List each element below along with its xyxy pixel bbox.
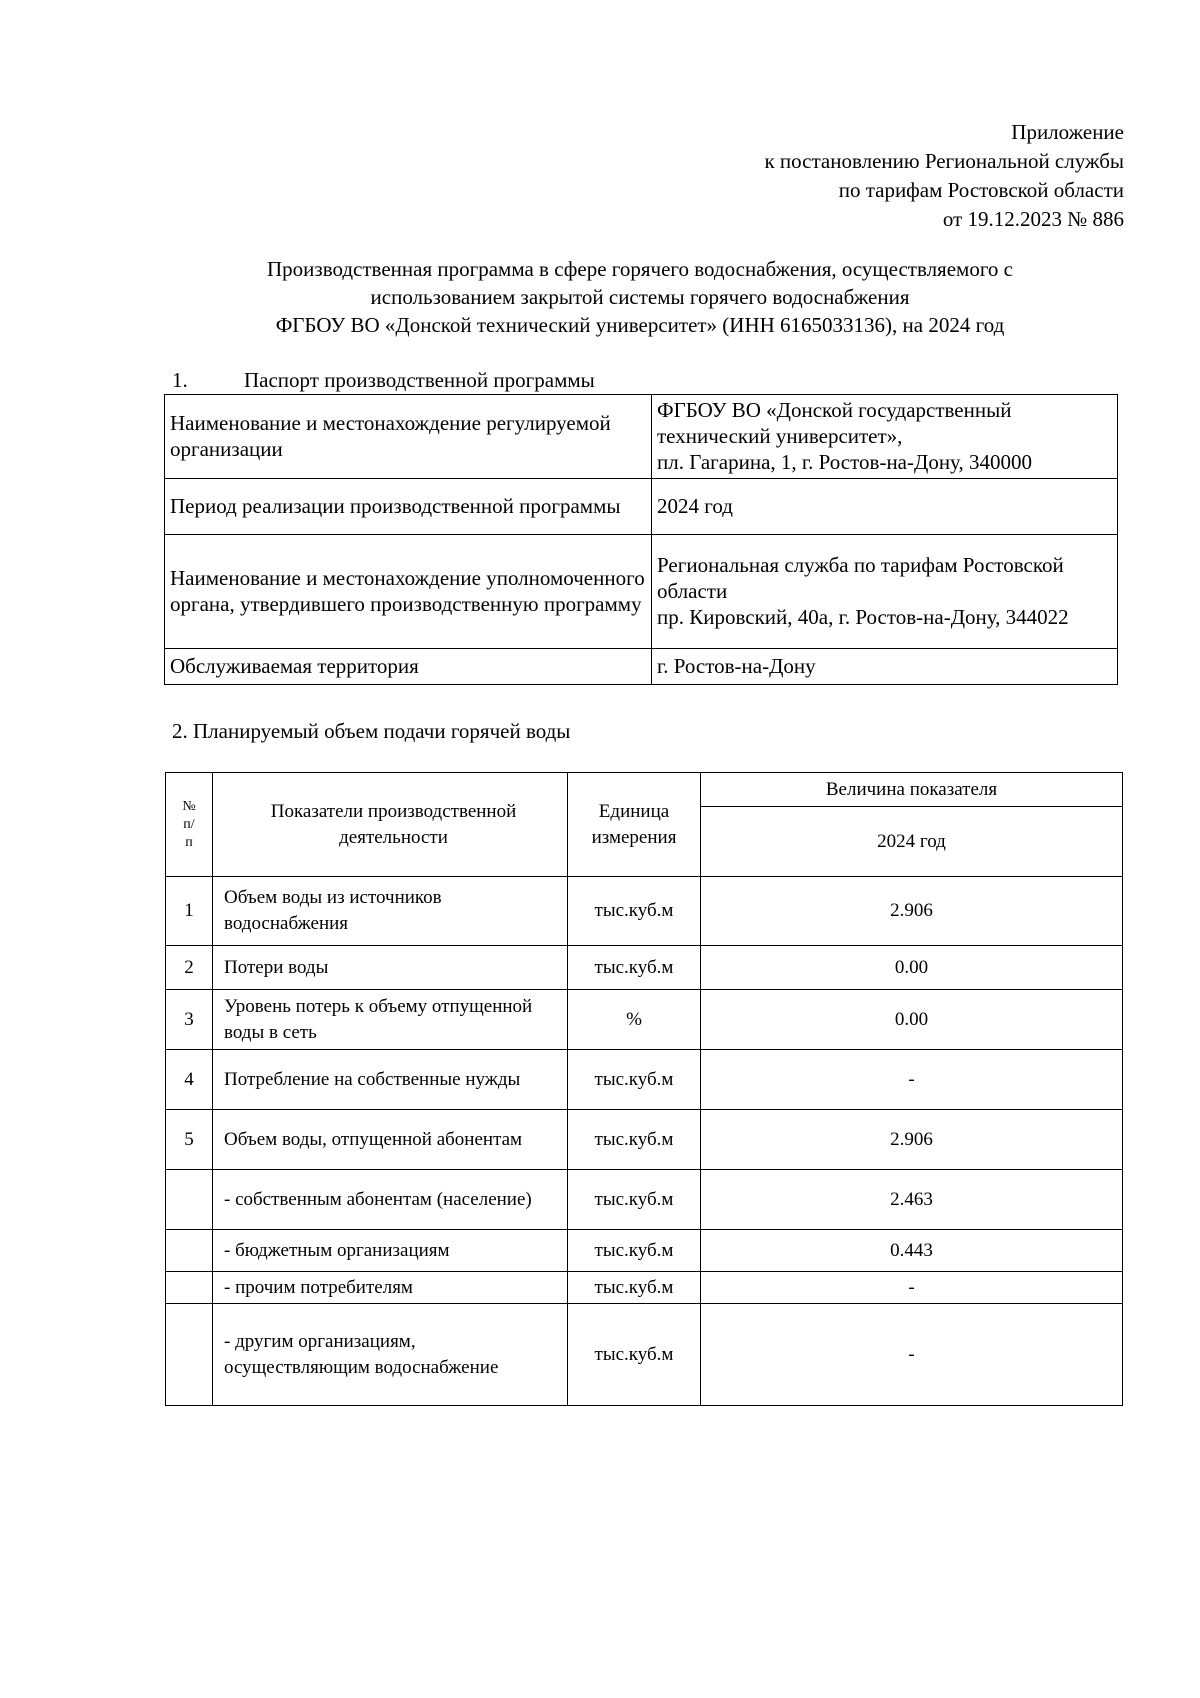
row-unit: тыс.куб.м: [568, 1304, 701, 1406]
row-value: 0.443: [701, 1230, 1123, 1272]
row-unit: %: [568, 990, 701, 1050]
row-value: 2.906: [701, 877, 1123, 946]
table-row: [165, 479, 1118, 535]
row-name: - прочим потребителям: [213, 1272, 568, 1304]
header-num-line: п: [185, 834, 193, 850]
row-num: [166, 1304, 213, 1406]
passport-label: Наименование и местонахождение регулируемой организации: [165, 395, 652, 479]
header-num-line: №: [182, 798, 196, 814]
table-row: [166, 1230, 1123, 1272]
appendix-line: к постановлению Региональной службы: [764, 149, 1124, 173]
row-num: [166, 1272, 213, 1304]
row-num: 4: [166, 1050, 213, 1110]
passport-value-line: пл. Гагарина, 1, г. Ростов-на-Дону, 340000: [657, 450, 1032, 474]
header-indicator: Показатели производственной деятельности: [213, 773, 568, 877]
row-name: - бюджетным организациям: [213, 1230, 568, 1272]
table-row: [166, 946, 1123, 990]
passport-value: [652, 395, 1118, 479]
table-row: [166, 877, 1123, 946]
document-title: [160, 255, 1120, 339]
passport-value-line: ФГБОУ ВО «Донской государственный технический университет»,: [657, 398, 1012, 448]
appendix-line: по тарифам Ростовской области: [838, 178, 1124, 202]
row-value: 2.463: [701, 1170, 1123, 1230]
water-volume-table: [165, 772, 1123, 1406]
header-value-group: Величина показателя: [701, 773, 1123, 807]
title-line: использованием закрытой системы горячего водоснабжения: [370, 285, 910, 309]
passport-value: [652, 479, 1118, 535]
row-unit: тыс.куб.м: [568, 1230, 701, 1272]
passport-label: Период реализации производственной программы: [165, 479, 652, 535]
table-row: [166, 1170, 1123, 1230]
title-line: ФГБОУ ВО «Донской технический университет» (ИНН 6165033136), на 2024 год: [275, 313, 1005, 337]
row-value: 0.00: [701, 946, 1123, 990]
appendix-block: [764, 118, 1124, 234]
table-row: [166, 990, 1123, 1050]
row-value: -: [701, 1050, 1123, 1110]
row-num: 3: [166, 990, 213, 1050]
row-name: Объем воды, отпущенной абонентам: [213, 1110, 568, 1170]
passport-value: [652, 649, 1118, 685]
row-num: 5: [166, 1110, 213, 1170]
row-unit: тыс.куб.м: [568, 1110, 701, 1170]
passport-value-line: Региональная служба по тарифам Ростовской области: [657, 553, 1064, 603]
row-unit: тыс.куб.м: [568, 1050, 701, 1110]
section1-heading: [172, 367, 595, 393]
table-row: [165, 395, 1118, 479]
row-unit: тыс.куб.м: [568, 877, 701, 946]
header-num-line: п/: [183, 816, 195, 832]
table-header-row: [166, 773, 1123, 807]
passport-value-line: г. Ростов-на-Дону: [657, 654, 816, 678]
row-value: -: [701, 1272, 1123, 1304]
passport-label: Наименование и местонахождение уполномоченного органа, утвердившего производственную программу: [165, 535, 652, 649]
section1-title: Паспорт производственной программы: [244, 368, 595, 392]
passport-label: Обслуживаемая территория: [165, 649, 652, 685]
title-line: Производственная программа в сфере горячего водоснабжения, осуществляемого с: [267, 257, 1013, 281]
row-value: 0.00: [701, 990, 1123, 1050]
header-unit: Единица измерения: [568, 773, 701, 877]
row-name: Объем воды из источников водоснабжения: [213, 877, 568, 946]
row-value: 2.906: [701, 1110, 1123, 1170]
passport-value: [652, 535, 1118, 649]
row-value: -: [701, 1304, 1123, 1406]
row-name: Потери воды: [213, 946, 568, 990]
row-num: 2: [166, 946, 213, 990]
table-row: [166, 1304, 1123, 1406]
row-unit: тыс.куб.м: [568, 1272, 701, 1304]
section1-number: 1.: [172, 368, 188, 392]
passport-value-line: пр. Кировский, 40а, г. Ростов-на-Дону, 344022: [657, 605, 1069, 629]
passport-table: [164, 394, 1118, 685]
row-num: [166, 1170, 213, 1230]
table-row: [166, 1110, 1123, 1170]
row-name: Потребление на собственные нужды: [213, 1050, 568, 1110]
row-name: - другим организациям, осуществляющим водоснабжение: [213, 1304, 568, 1406]
table-row: [165, 649, 1118, 685]
header-num: [166, 773, 213, 877]
table-row: [166, 1272, 1123, 1304]
appendix-line: Приложение: [1011, 120, 1124, 144]
passport-value-line: 2024 год: [657, 494, 733, 518]
row-num: [166, 1230, 213, 1272]
section2-heading: 2. Планируемый объем подачи горячей воды: [172, 719, 571, 743]
table-row: [166, 1050, 1123, 1110]
appendix-date-number: от 19.12.2023 № 886: [942, 207, 1124, 231]
row-name: Уровень потерь к объему отпущенной воды в сеть: [213, 990, 568, 1050]
row-name: - собственным абонентам (население): [213, 1170, 568, 1230]
header-year: 2024 год: [701, 807, 1123, 877]
row-unit: тыс.куб.м: [568, 1170, 701, 1230]
row-unit: тыс.куб.м: [568, 946, 701, 990]
row-num: 1: [166, 877, 213, 946]
table-row: [165, 535, 1118, 649]
